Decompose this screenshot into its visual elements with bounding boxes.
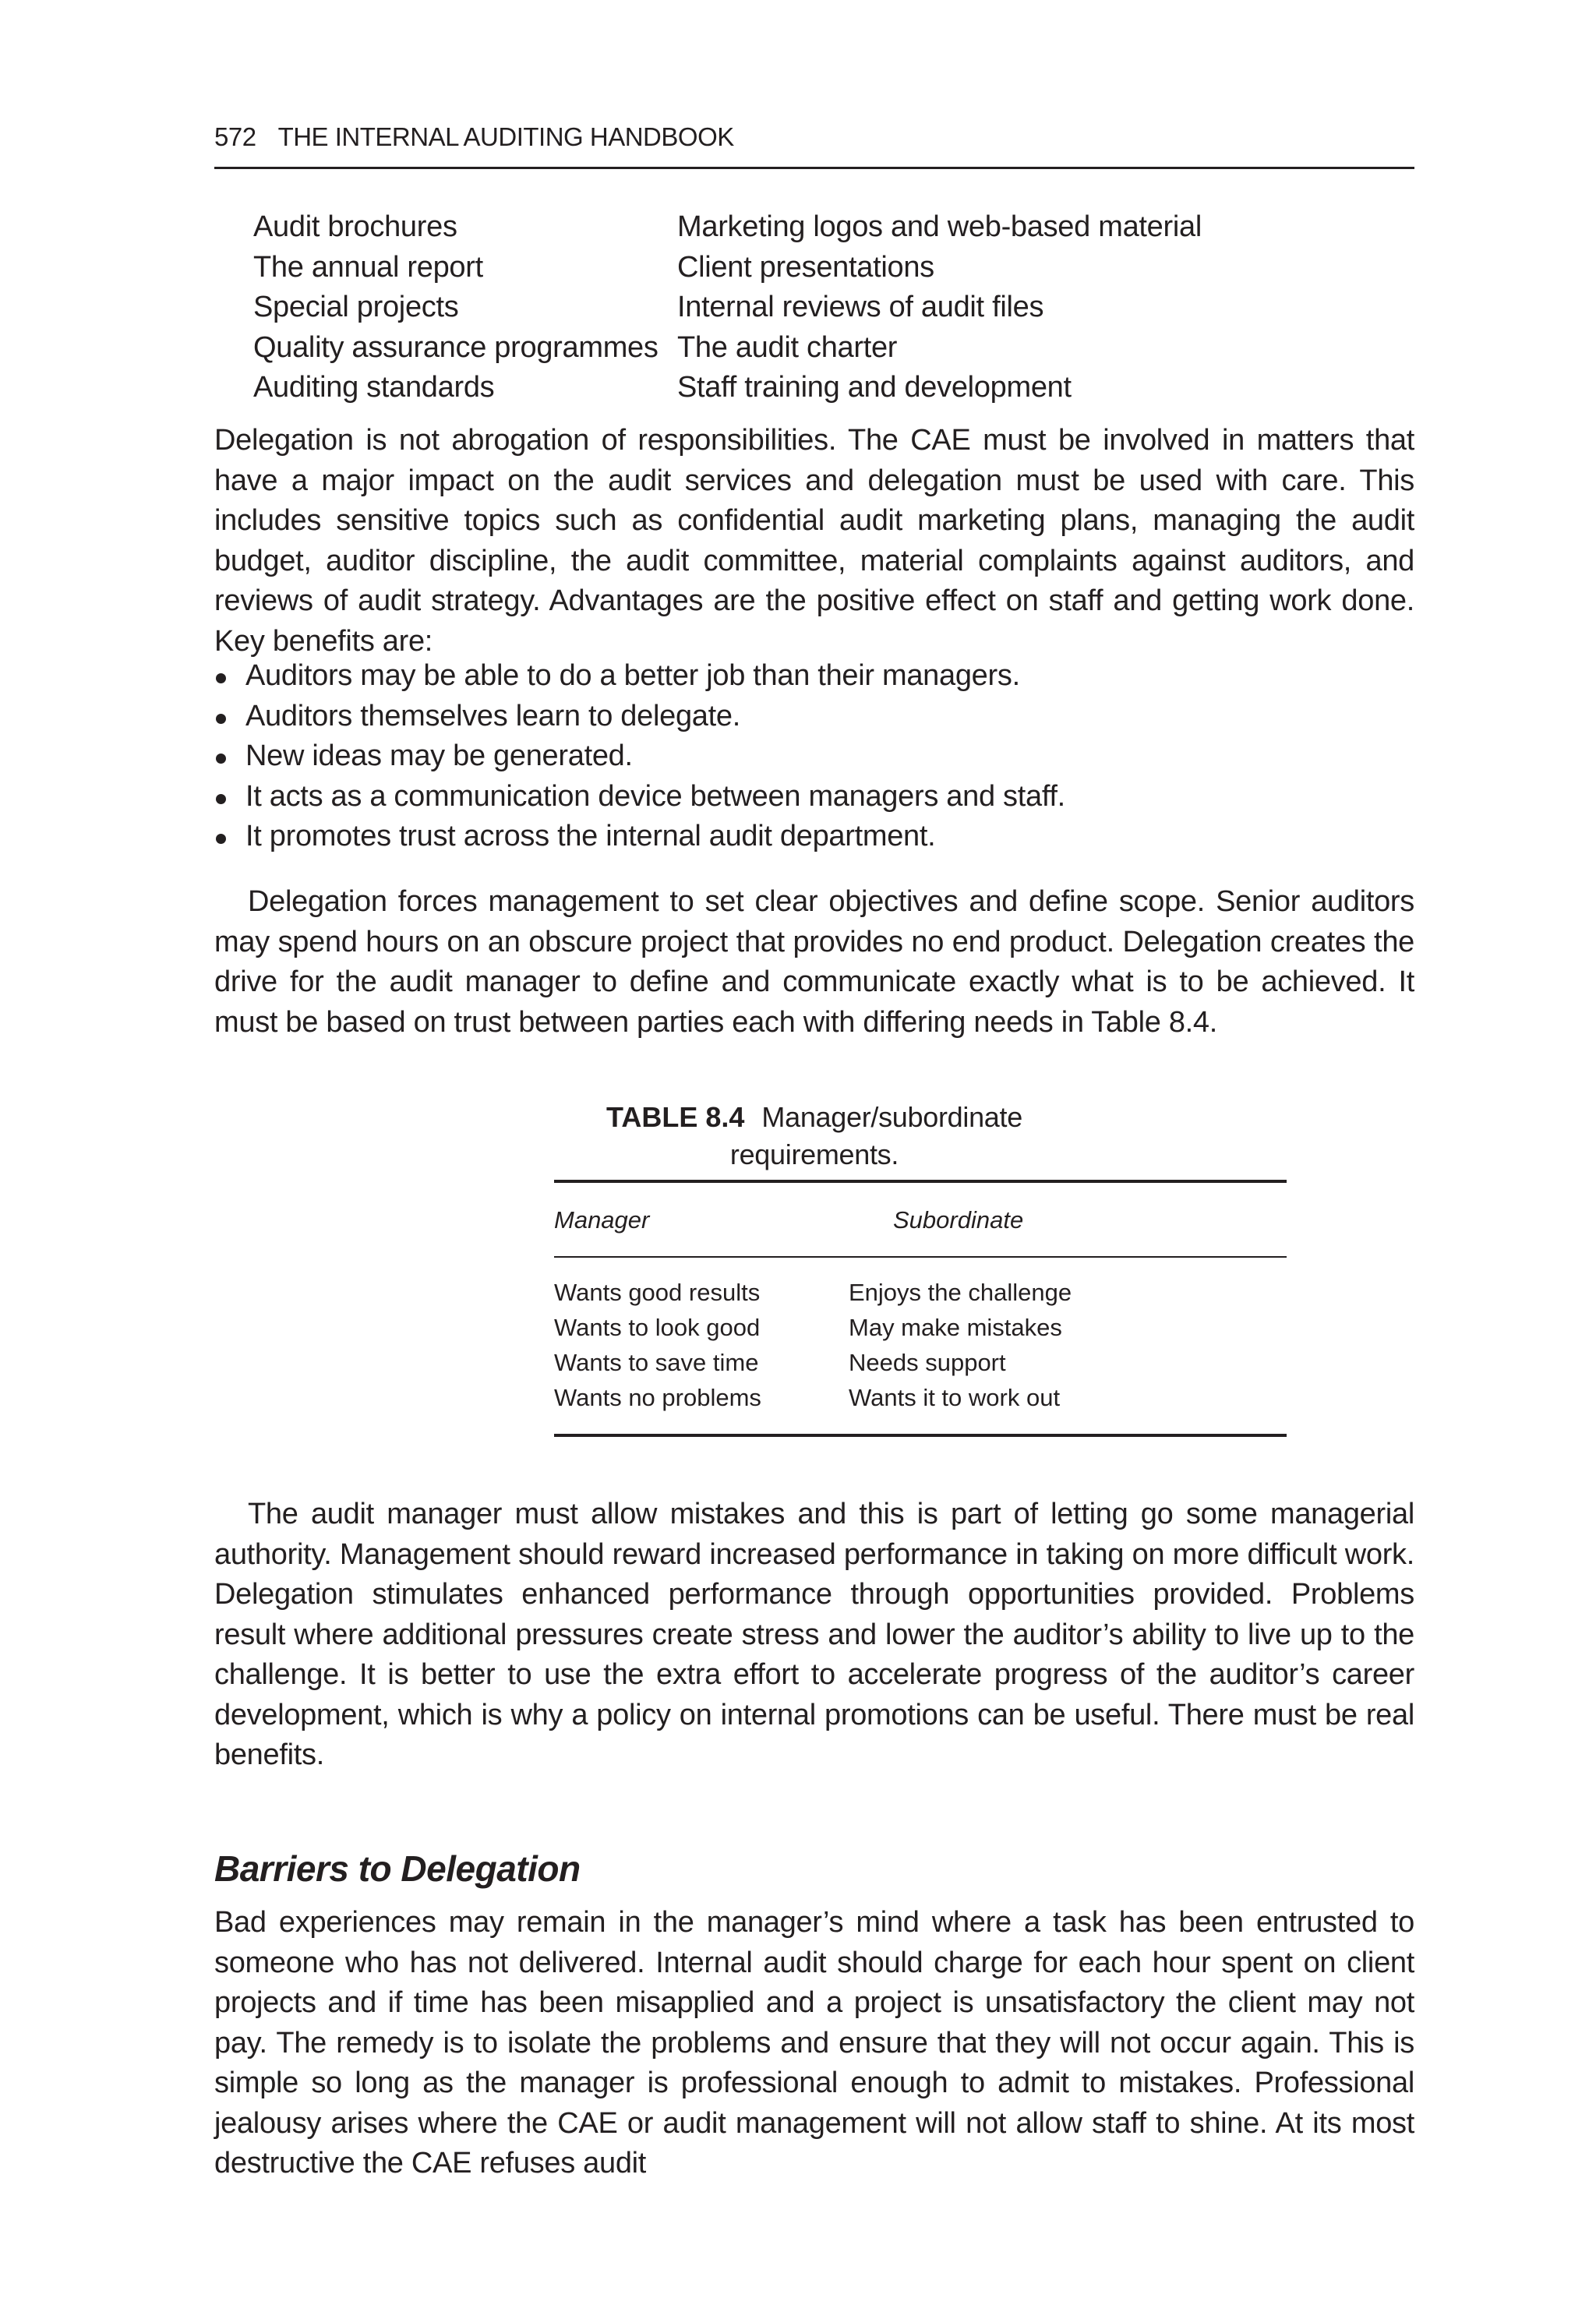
table-caption-text: Manager/subordinate requirements. [729, 1101, 1022, 1170]
header-rule [214, 167, 1414, 169]
bullet-icon [216, 834, 226, 844]
task-item: Audit brochures [253, 210, 457, 243]
benefits-list [214, 656, 1414, 857]
task-item: Staff training and development [677, 371, 1072, 404]
table-cell: Wants to look good [554, 1314, 761, 1341]
task-item: Marketing logos and web-based material [677, 210, 1202, 243]
table-header-manager: Manager [554, 1206, 650, 1234]
table-row [554, 1345, 1287, 1380]
list-item: It promotes trust across the internal audit department. [214, 817, 1414, 857]
page-number: 572 [214, 122, 256, 151]
task-item: Special projects [253, 291, 459, 323]
task-item: Internal reviews of audit files [677, 291, 1044, 323]
table-cell: Wants no problems [554, 1384, 761, 1411]
table-header-rule [554, 1256, 1287, 1258]
table-cell: Wants to save time [554, 1349, 759, 1376]
task-item: The audit charter [677, 330, 898, 364]
paragraph-allow-mistakes: The audit manager must allow mistakes and this is part of letting go some managerial authority. Management should reward increased performance in taking on more difficult work. Delegation stimulates enhanced performance through opportunities provided. Problems result where additional pressures create stress and lower the auditor’s ability to live up to the challenge. It is better to use the extra effort to accelerate progress of the auditor’s career development, which is why a policy on internal promotions can be useful. There must be real benefits. [214, 1498, 1414, 1771]
table-caption [557, 1099, 1072, 1174]
running-head [214, 120, 1414, 154]
paragraph-delegation-objectives: Delegation forces management to set clear objectives and define scope. Senior auditors may spend hours on an obscure project that provides no end product. Delegation creates the drive for the audit manager to define and communicate exactly what is to be achieved. It must be based on trust between parties each with differing needs in Table 8.4. [214, 885, 1414, 1039]
task-list-row [253, 207, 1414, 248]
table-cell: Wants good results [554, 1279, 761, 1306]
bullet-icon [216, 754, 226, 764]
table-cell: Enjoys the challenge [849, 1279, 1072, 1306]
table-body [554, 1275, 1287, 1415]
table-cell: May make mistakes [849, 1314, 1062, 1341]
list-item: New ideas may be generated. [214, 736, 1414, 777]
paragraph-delegation-responsibilities: Delegation is not abrogation of responsibilities. The CAE must be involved in matters that have a major impact on the audit services and delegation must be used with care. This includes sensitive topics such as confidential audit marketing plans, managing the audit budget, auditor discipline, the audit committee, material complaints against auditors, and reviews of audit strategy. Advantages are the positive effect on staff and getting work done. Key benefits are: [214, 424, 1414, 658]
bullet-icon [216, 714, 226, 724]
task-item: The annual report [253, 250, 483, 284]
bullet-icon [216, 673, 226, 683]
task-list-row [253, 368, 1414, 408]
task-item: Auditing standards [253, 371, 495, 404]
list-item: Auditors may be able to do a better job than their managers. [214, 656, 1414, 697]
table-top-rule [554, 1180, 1287, 1183]
table-row [554, 1275, 1287, 1310]
table-header-subordinate: Subordinate [893, 1206, 1024, 1234]
task-list [253, 207, 1414, 408]
list-item: Auditors themselves learn to delegate. [214, 697, 1414, 737]
section-heading: Barriers to Delegation [214, 1848, 581, 1890]
table-number: TABLE 8.4 [606, 1101, 745, 1133]
table-cell: Wants it to work out [849, 1384, 1061, 1411]
task-item: Client presentations [677, 250, 934, 284]
task-item: Quality assurance programmes [253, 330, 659, 364]
task-list-row [253, 288, 1414, 328]
table-row [554, 1380, 1287, 1415]
list-item: It acts as a communication device between managers and staff. [214, 777, 1414, 817]
task-list-row [253, 328, 1414, 369]
book-title: THE INTERNAL AUDITING HANDBOOK [277, 122, 734, 151]
table-row [554, 1310, 1287, 1345]
bullet-icon [216, 794, 226, 804]
table-bottom-rule [554, 1434, 1287, 1437]
table-cell: Needs support [849, 1349, 1006, 1376]
task-list-row [253, 248, 1414, 288]
paragraph-barriers: Bad experiences may remain in the manager’s mind where a task has been entrusted to someone who has not delivered. Internal audit should charge for each hour spent on client projects and if time has been misapplied and a project is unsatisfactory the client may not pay. The remedy is to isolate the problems and ensure that they will not occur again. This is simple so long as the manager is professional enough to admit to mistakes. Professional jealousy arises where the CAE or audit management will not allow staff to shine. At its most destructive the CAE refuses audit [214, 1906, 1414, 2180]
